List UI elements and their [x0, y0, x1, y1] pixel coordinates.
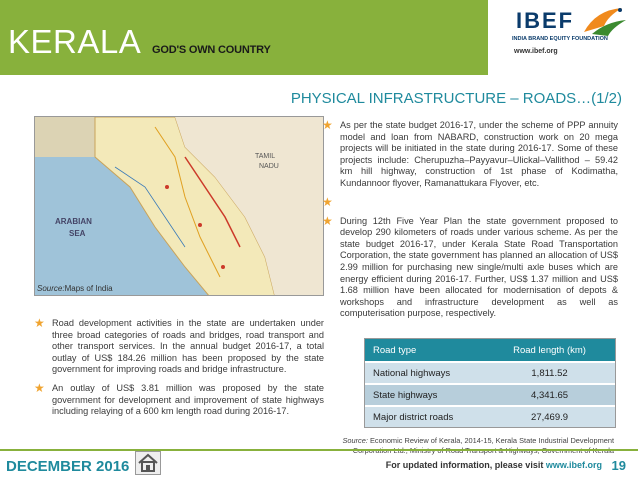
- star-bullet-icon: ★: [322, 118, 333, 132]
- table-cell: Major district roads: [373, 411, 454, 423]
- map-graphic: [35, 117, 324, 296]
- map-source-label: Source:: [37, 284, 65, 293]
- bullet-item: [322, 213, 618, 320]
- table-cell: 27,469.9: [531, 411, 569, 423]
- table-header-row: [365, 339, 615, 361]
- footer-website-link[interactable]: www.ibef.org: [545, 460, 602, 470]
- right-bullet-list: [322, 120, 618, 327]
- table-cell: 1,811.52: [531, 367, 568, 379]
- bullet-text: During 12th Five Year Plan the state government proposed to develop 290 kilometers of roads under various scheme. As per the state budget 2016-17, under Kerala State Road Transportation Corporation, the state government has planned an allocation of US$ 2.99 million for purchasing new single/multi axle buses which are energy efficient during 2016-17. Further, US$ 1.37 million and US$ 1.68 million have been allocated for modernisation of depots & workshops and infrastructure development as well as computerisation purpose, respectively.: [340, 215, 618, 319]
- home-icon: [136, 452, 160, 474]
- column-header: Road length (km): [513, 344, 586, 356]
- state-tagline: GOD'S OWN COUNTRY: [152, 44, 271, 56]
- table-row: [365, 361, 615, 383]
- table-cell: State highways: [373, 389, 438, 401]
- logo-url: www.ibef.org: [514, 48, 558, 55]
- table-row: [365, 405, 615, 427]
- star-bullet-icon: ★: [322, 213, 333, 228]
- table-cell: 4,341.65: [531, 389, 569, 401]
- map-label-nadu: NADU: [259, 163, 279, 170]
- footer-update-text: For updated information, please visit: [385, 460, 546, 470]
- bullet-item: [322, 120, 618, 190]
- bullet-text: As per the state budget 2016-17, under the scheme of PPP annuity model and loan from NABARD, construction work on 20 mega projects will be initiated in the state during 2016-17. Some of these projects include: Cherupuzha–Payyavur–Ulickal–Vallithod – 59.42 km hill highway, construction of 1st phase of Kodimatha, Kundannoor flyover, Ramanattukara Flyover, etc.: [340, 120, 618, 188]
- table-row: [365, 383, 615, 405]
- map-label-arabian: ARABIAN: [55, 217, 92, 226]
- source-label: Source:: [342, 436, 368, 445]
- kerala-map: [34, 116, 324, 296]
- home-button[interactable]: [135, 451, 161, 475]
- logo-subtitle: INDIA BRAND EQUITY FOUNDATION: [512, 36, 608, 42]
- bullet-item: [34, 380, 324, 418]
- footer: [0, 449, 638, 479]
- footer-date: DECEMBER 2016: [6, 458, 130, 475]
- star-bullet-icon: ★: [34, 316, 45, 330]
- header: [0, 0, 638, 75]
- source-text: Economic Review of Kerala, 2014-15, Kerala State Industrial Development: [369, 436, 614, 445]
- left-bullet-list: [34, 318, 324, 425]
- footer-divider: [0, 449, 638, 451]
- bullet-text: An outlay of US$ 3.81 million was proposed by the state government for development and improvement of state highways including relaying of a 600 km length road during 2016-17.: [52, 382, 324, 417]
- star-bullet-icon: ★: [322, 194, 333, 209]
- column-header: Road type: [373, 344, 417, 356]
- bullet-item: [34, 318, 324, 376]
- logo-text: IBEF: [516, 8, 575, 33]
- page-number: 19: [611, 458, 626, 473]
- map-source-text: Maps of India: [64, 284, 113, 293]
- star-bullet-icon: ★: [34, 380, 45, 395]
- header-bar: [0, 0, 488, 75]
- map-label-tamil: TAMIL: [255, 153, 276, 160]
- state-title: KERALA: [8, 23, 142, 60]
- bird-icon: [582, 4, 628, 40]
- bullet-item: [322, 194, 618, 209]
- map-label-sea: SEA: [69, 229, 86, 238]
- footer-update-note: [386, 460, 602, 470]
- bullet-text: Road development activities in the state are undertaken under three broad categories of roads and bridges, road transport and other transport services. In the annual budget 2016-17, a total outlay of US$ 184.26 million has been proposed by the state government for improving roads and bridge infrastructure.: [52, 318, 324, 375]
- ibef-logo[interactable]: [488, 0, 638, 75]
- section-title: PHYSICAL INFRASTRUCTURE – ROADS…(1/2): [290, 90, 622, 107]
- table-cell: National highways: [373, 367, 451, 379]
- map-source: [37, 284, 113, 293]
- road-length-table: [364, 338, 616, 428]
